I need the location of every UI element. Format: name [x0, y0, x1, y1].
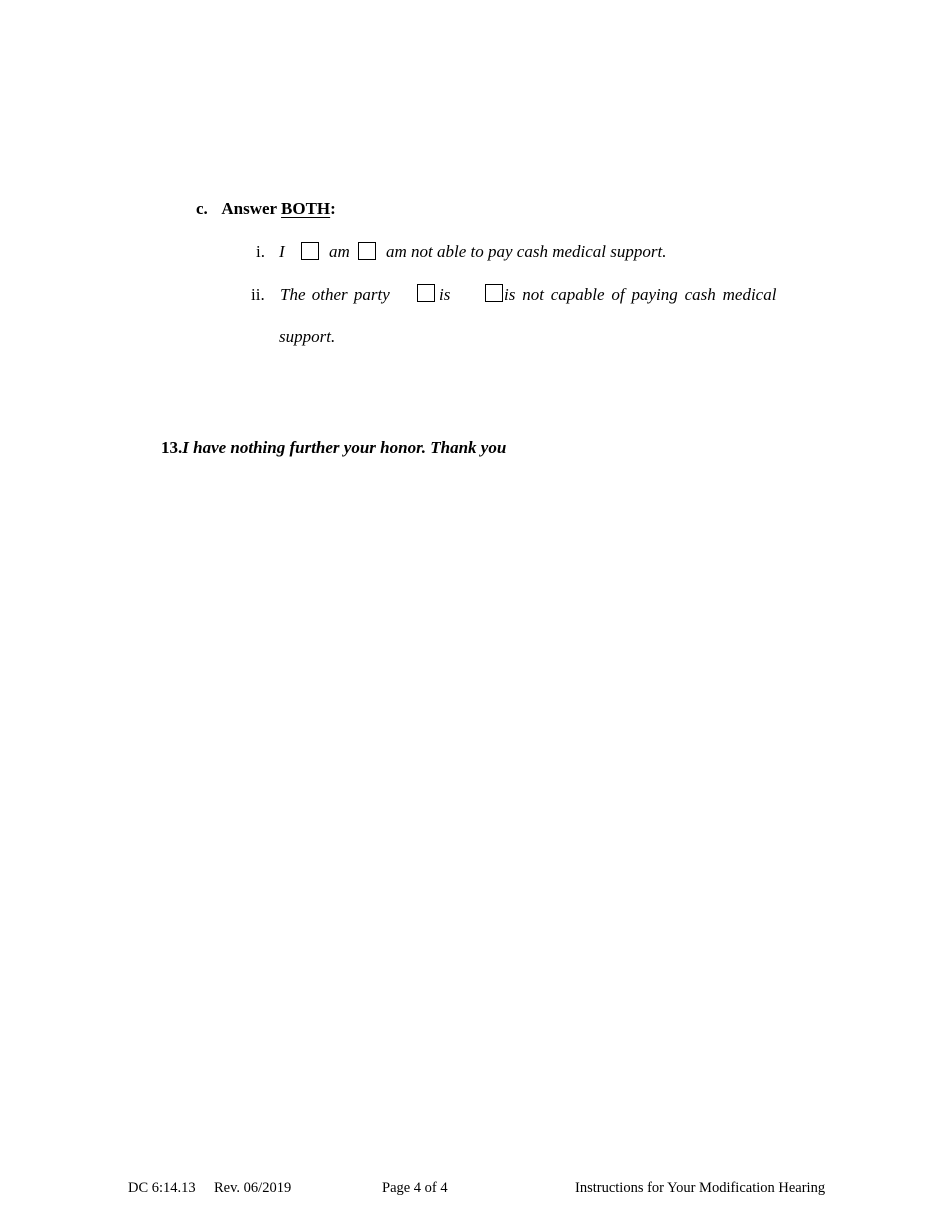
item-13-number: 13. — [161, 438, 183, 457]
item-13 — [161, 438, 506, 458]
option-is-label: is — [439, 285, 451, 304]
footer-revision: Rev. 06/2019 — [214, 1180, 292, 1196]
answer-emphasis: BOTH — [281, 199, 331, 218]
footer-form-id: DC 6:14.13 — [128, 1180, 196, 1196]
item-i-marker: i. — [256, 242, 265, 261]
section-c-marker: c. — [196, 199, 208, 218]
checkbox-is[interactable] — [417, 284, 435, 302]
footer-page-number: Page 4 of 4 — [382, 1180, 448, 1196]
item-ii-marker: ii. — [251, 285, 265, 304]
option-is-not-label: is not capable of paying cash medical — [504, 285, 777, 304]
section-c-heading — [196, 199, 336, 219]
footer-title: Instructions for Your Modification Hearing — [575, 1180, 826, 1196]
item-13-text: I have nothing further your honor. Thank you — [182, 438, 507, 457]
checkbox-am-not[interactable] — [358, 242, 376, 260]
item-ii-continuation: support. — [279, 327, 336, 346]
checkbox-is-not[interactable] — [485, 284, 503, 302]
answer-label: Answer — [221, 199, 277, 218]
option-am-not-label: am not able to pay cash medical support. — [386, 242, 667, 261]
option-am-label: am — [329, 242, 350, 261]
answer-colon: : — [330, 199, 336, 218]
item-ii-subject: The other party — [280, 285, 390, 304]
item-i-subject: I — [279, 242, 285, 261]
checkbox-am[interactable] — [301, 242, 319, 260]
